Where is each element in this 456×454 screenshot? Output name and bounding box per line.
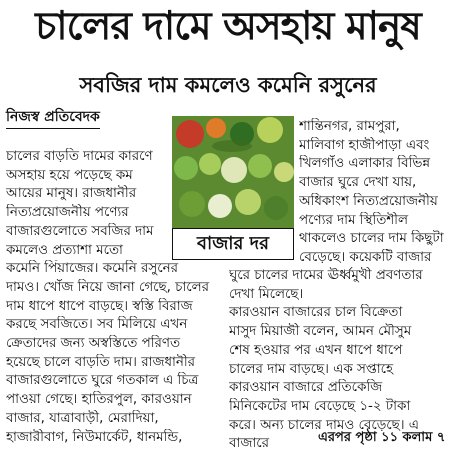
text-line: কমলেও প্রত্যাশা মতো bbox=[6, 242, 123, 258]
text-line: চালের দাম বাড়ছে। এক সপ্তাহে bbox=[229, 361, 394, 377]
vegetable-market-photo bbox=[172, 116, 294, 228]
photo-caption: বাজার দর bbox=[172, 228, 294, 260]
text-line: খিলগাঁও এলাকার বিভিন্ন bbox=[299, 156, 431, 172]
text-line: নিত্যপ্রয়োজনীয় পণ্যের bbox=[6, 205, 129, 221]
text-line: বাজারে bbox=[229, 436, 269, 452]
text-line: করে। অন্য চালের দামও বেড়েছে। এ bbox=[229, 417, 419, 433]
text-line: হয়েছে চালে বাড়তি দাম। রাজধানীর bbox=[6, 354, 196, 370]
article-subheadline: সবজির দাম কমলেও কমেনি রসুনের bbox=[79, 73, 377, 97]
continued-on-page-note: এরপর পৃষ্ঠা ১১ কলাম ৭ bbox=[318, 430, 446, 445]
text-line: পণ্যের দাম স্থিতিশীল bbox=[299, 212, 408, 228]
text-line: শান্তিনগর, রামপুরা, bbox=[299, 119, 400, 134]
right-bottom-text-column bbox=[229, 267, 451, 454]
text-line: মালিবাগ হাজীপাড়া এবং bbox=[299, 137, 430, 153]
text-line: দাম ধাপে ধাপে বাড়ছে। স্বস্তি বিরাজ bbox=[6, 298, 193, 314]
text-line: পাওয়া গেছে। হাতিরপুল, কারওয়ান bbox=[6, 392, 192, 408]
text-line: হাজারীবাগ, নিউমার্কেট, ধানমন্ডি, bbox=[6, 429, 183, 445]
text-line: বাজারগুলোতে ঘুরে গতকাল এ চিত্র bbox=[6, 373, 199, 389]
text-line: অধিকাংশ নিত্যপ্রয়োজনীয় bbox=[299, 193, 438, 209]
vegetables-image bbox=[172, 116, 294, 228]
text-line: অসহায় হয়ে পড়েছে কম bbox=[6, 167, 133, 183]
right-top-text-column bbox=[299, 118, 451, 268]
text-line: বাজার ঘুরে দেখা যায়, bbox=[299, 175, 417, 191]
text-line: আয়ের মানুষ। রাজধানীর bbox=[6, 186, 137, 202]
text-line: কমেনি পিঁয়াজের। কমেনি রসুনের bbox=[6, 261, 178, 277]
text-line: কারওয়ান বাজারের চাল বিক্রেতা bbox=[229, 305, 403, 321]
article-headline: চালের দামে অসহায় মানুষ bbox=[35, 4, 421, 49]
text-line: বাজার, যাত্রাবাড়ী, মেরাদিয়া, bbox=[6, 410, 159, 426]
text-line: বেড়েছে। কয়েকটি বাজার bbox=[299, 249, 432, 265]
text-line: দেখা মিলেছে। bbox=[229, 286, 304, 302]
text-line: ঘুরে চালের দামের ঊর্ধ্বমুখী প্রবণতার bbox=[229, 268, 423, 283]
text-line: মাসুদ মিয়াজী বলেন, আমন মৌসুম bbox=[229, 324, 412, 340]
text-line: চালের বাড়তি দামের কারণে bbox=[6, 149, 153, 164]
text-line: ক্রেতাদের জন্য অস্বস্তিতে পরিণত bbox=[6, 336, 181, 352]
text-line: মিনিকেটের দাম বেড়েছে ১-২ টাকা bbox=[229, 398, 411, 414]
text-line: কারওয়ান বাজারে প্রতিকেজি bbox=[229, 380, 383, 396]
article-byline: নিজস্ব প্রতিবেদক bbox=[6, 108, 100, 129]
text-line: করছে সবজিতে। সব মিলিয়ে এখন bbox=[6, 317, 188, 333]
text-line: বাজারগুলোতে সবজির দাম bbox=[6, 223, 154, 239]
text-line: শেষ হওয়ার পর এখন ধাপে ধাপে bbox=[229, 342, 403, 358]
text-line: থাকলেও চালের দাম কিছুটা bbox=[299, 231, 444, 247]
text-line: দামও। খোঁজ নিয়ে জানা গেছে, চালের bbox=[6, 279, 209, 295]
